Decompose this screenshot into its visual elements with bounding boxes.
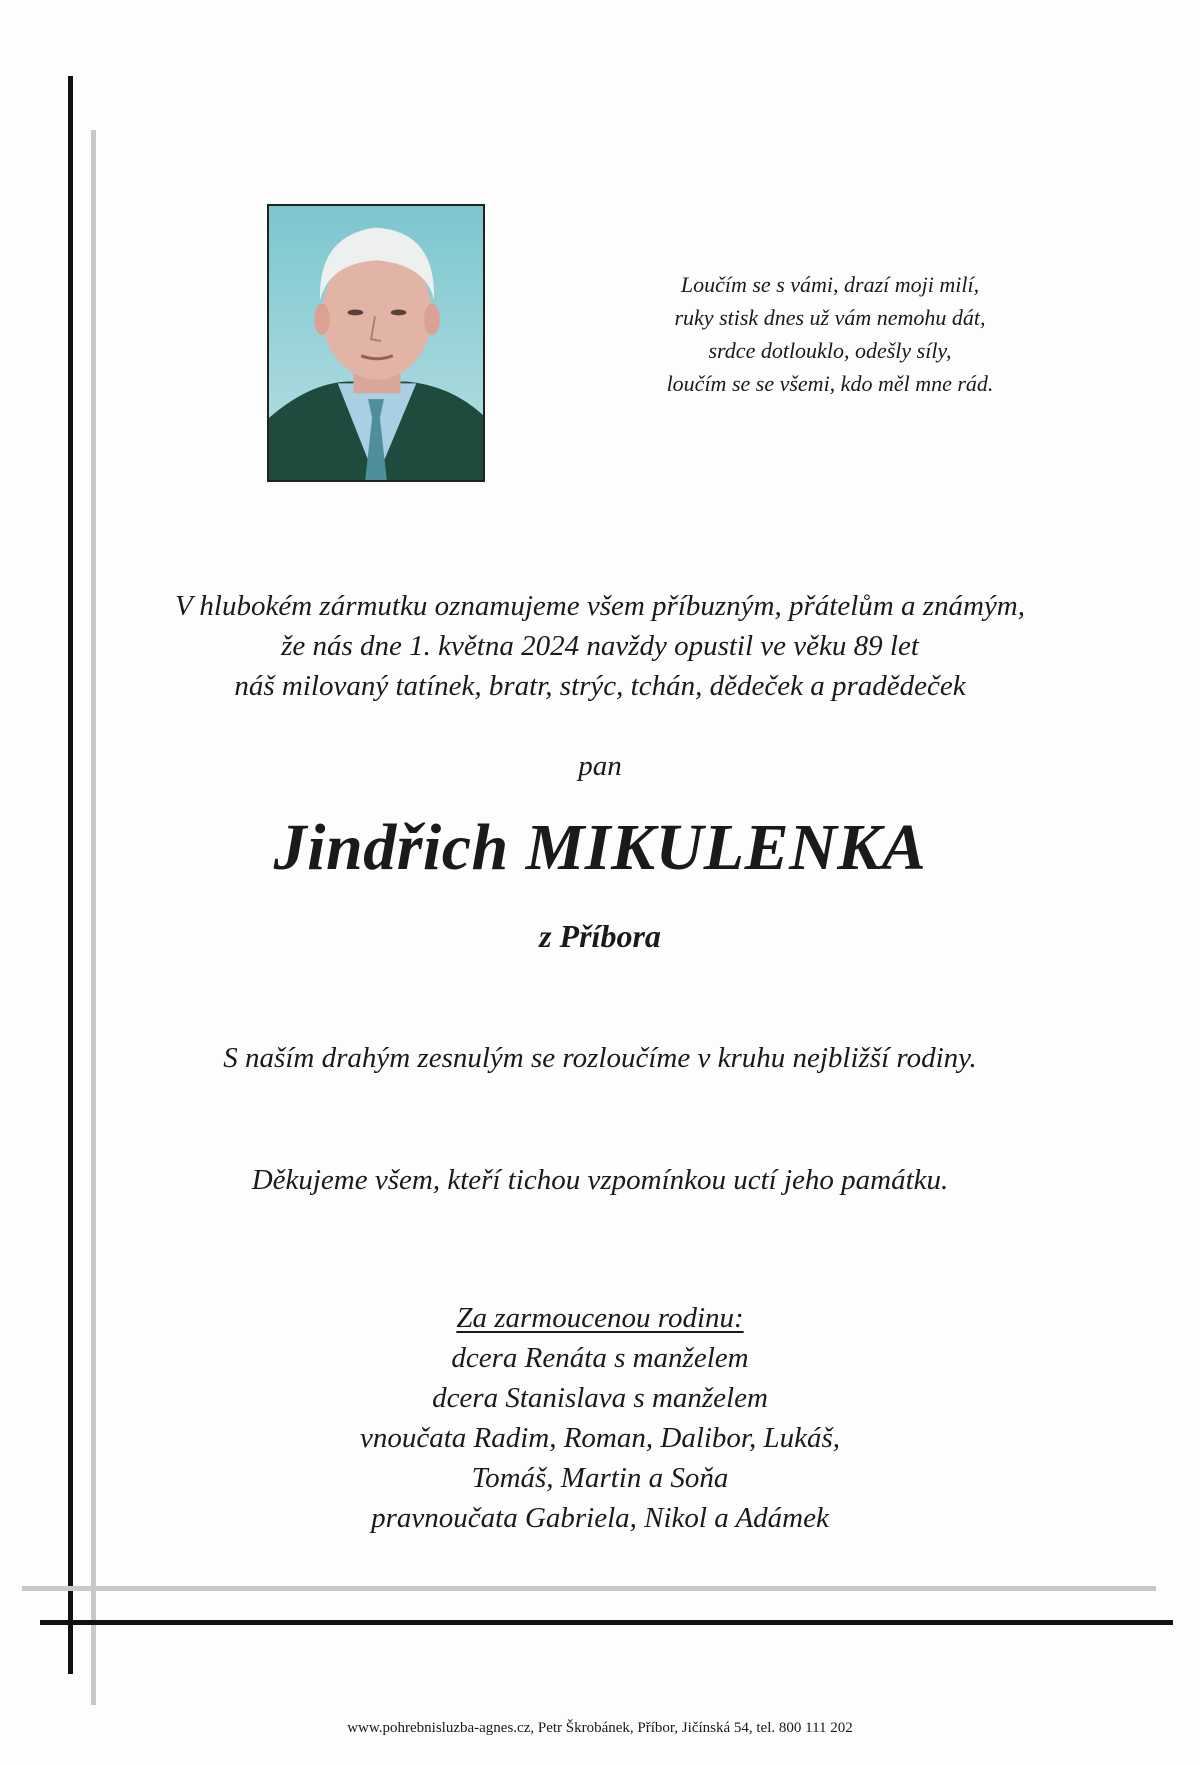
footer-contact: www.pohrebnisluzba-agnes.cz, Petr Škrobánek, Příbor, Jičínská 54, tel. 800 111 202 [347,1720,853,1736]
deceased-origin: z Příbora [539,918,661,954]
poem-line: loučím se se všemi, kdo měl mne rád. [666,371,994,396]
portrait-photo [267,204,485,482]
poem-line: srdce dotlouklo, odešly síly, [708,338,952,363]
announcement-line: V hlubokém zármutku oznamujeme všem příbuzným, přátelům a známým, [174,590,1026,622]
announcement-line: že nás dne 1. května 2024 navždy opustil ve věku 89 let [281,630,919,662]
poem-line: Loučím se s vámi, drazí moji milí, [680,272,980,297]
farewell-poem [620,268,1040,400]
family-list [250,1298,950,1538]
farewell-note: S naším drahým zesnulým se rozloučíme v kruhu nejbližší rodiny. [223,1042,977,1074]
salutation: pan [578,750,622,782]
announcement [110,586,1090,706]
family-line: Tomáš, Martin a Soňa [471,1462,729,1494]
deceased-name: Jindřich MIKULENKA [273,811,927,884]
border-line-horizontal-gray [22,1586,1156,1591]
family-line: pravnoučata Gabriela, Nikol a Adámek [371,1502,829,1534]
announcement-line: náš milovaný tatínek, bratr, strýc, tchán, dědeček a pradědeček [234,670,966,702]
family-line: dcera Stanislava s manželem [432,1382,768,1414]
family-line: vnoučata Radim, Roman, Dalibor, Lukáš, [359,1422,841,1454]
family-heading: Za zarmoucenou rodinu: [456,1302,744,1334]
border-line-vertical-gray [91,130,96,1705]
border-line-horizontal-black [40,1620,1173,1625]
family-line: dcera Renáta s manželem [451,1342,749,1374]
border-line-vertical-black [68,76,73,1674]
thanks-note: Děkujeme všem, kteří tichou vzpomínkou uctí jeho památku. [251,1164,949,1196]
poem-line: ruky stisk dnes už vám nemohu dát, [674,305,986,330]
